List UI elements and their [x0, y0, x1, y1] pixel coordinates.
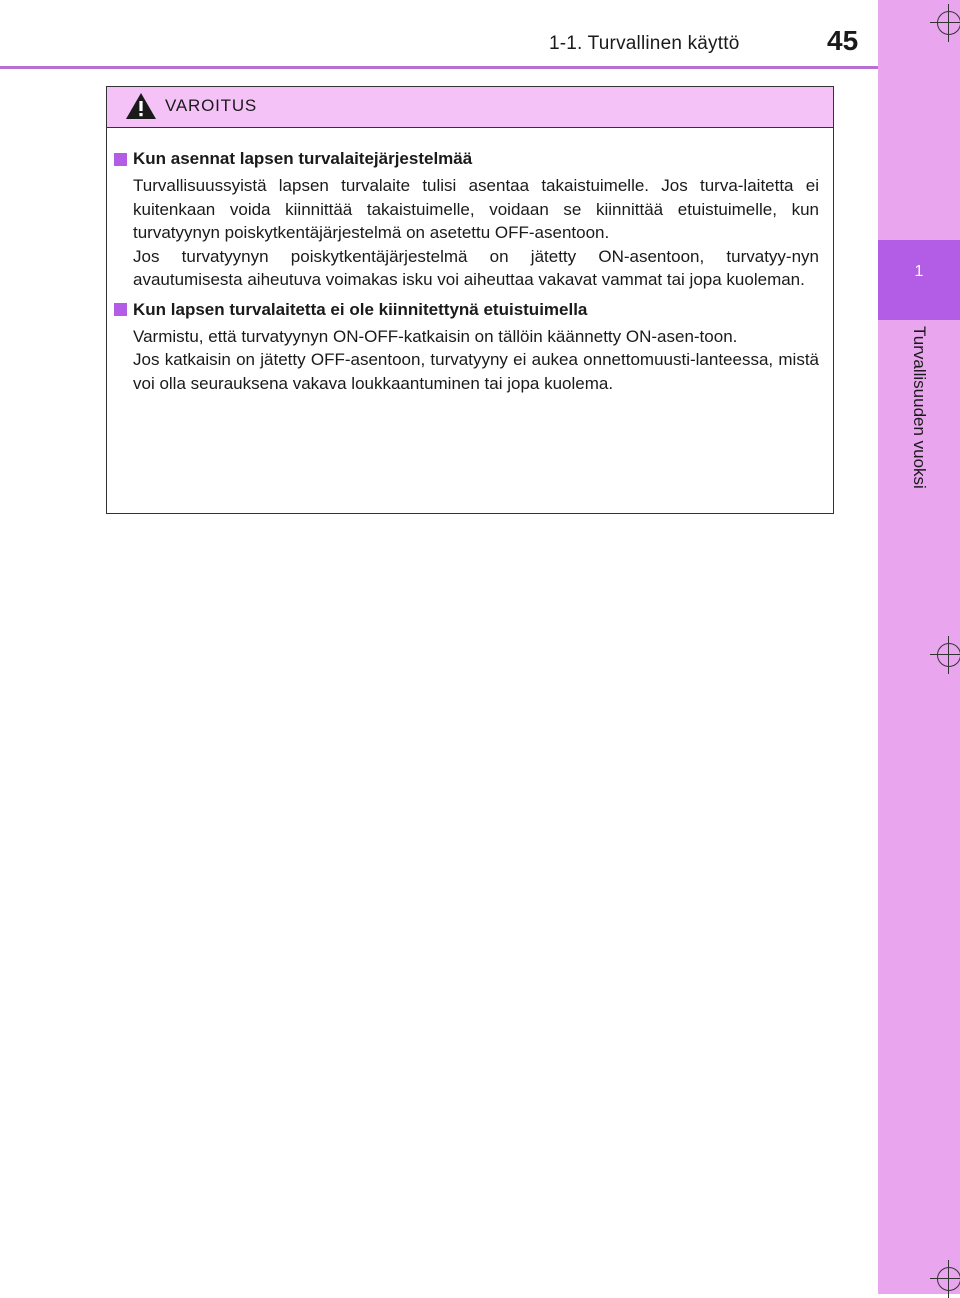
square-bullet-icon — [114, 303, 127, 316]
warning-item-paragraph: Turvallisuussyistä lapsen turvalaite tulisi asentaa takaistuimelle. Jos turva-laitetta ei kuitenkaan voida kiinnittää takaistuimelle, voidaan se kiinnittää etuistuimelle, kun turvatyynyn poiskytkentäjärjestelmä on asetettu OFF-asentoon. — [133, 176, 819, 242]
page-number: 45 — [827, 25, 859, 56]
registration-mark-icon — [937, 643, 960, 667]
warning-item — [114, 298, 819, 396]
section-title: 1-1. Turvallinen käyttö — [549, 33, 740, 54]
warning-box — [106, 86, 834, 514]
page-header — [0, 0, 878, 68]
warning-triangle-icon — [125, 92, 157, 120]
warning-header — [107, 87, 833, 128]
warning-item-heading-text: Kun lapsen turvalaitetta ei ole kiinnitettynä etuistuimella — [133, 299, 588, 319]
warning-item-paragraph: Jos turvatyynyn poiskytkentäjärjestelmä on jätetty ON-asentoon, turvatyy-nyn avautumisesta aiheutuva voimakas isku voi aiheuttaa vakavat vammat tai jopa kuoleman. — [133, 246, 819, 289]
warning-body — [107, 128, 833, 395]
warning-item-heading-text: Kun asennat lapsen turvalaitejärjestelmää — [133, 149, 473, 168]
warning-item — [114, 147, 819, 292]
warning-item-paragraph: Jos katkaisin on jätetty OFF-asentoon, turvatyyny ei aukea onnettomuusti-lanteessa, mistä voi olla seurauksena vakava loukkaantuminen tai jopa kuolema. — [133, 350, 819, 393]
warning-item-heading — [114, 298, 819, 322]
registration-mark-icon — [937, 11, 960, 35]
warning-item-paragraph: Varmistu, että turvatyynyn ON-OFF-katkaisin on tällöin käännetty ON-asen-toon. — [133, 326, 738, 346]
chapter-label: Turvallisuuden vuoksi — [910, 326, 929, 489]
registration-mark-icon — [937, 1267, 960, 1291]
warning-title: VAROITUS — [165, 96, 258, 115]
square-bullet-icon — [114, 153, 127, 166]
chapter-number: 1 — [914, 263, 924, 280]
header-rule — [0, 66, 878, 69]
warning-item-heading — [114, 147, 819, 171]
